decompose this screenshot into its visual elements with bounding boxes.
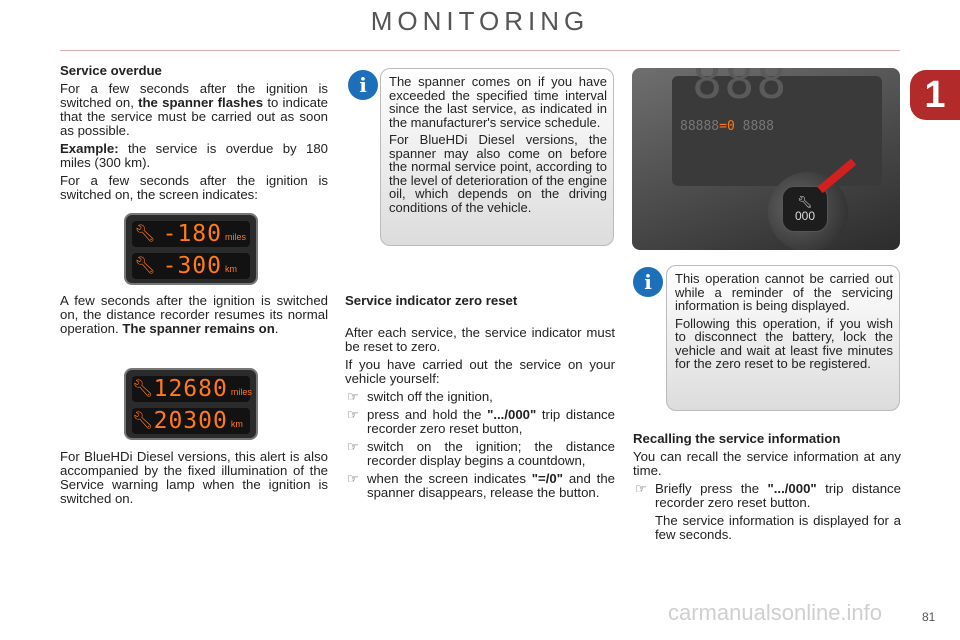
resume-section <box>60 294 328 340</box>
info-box-battery-para1: This operation cannot be carried out while a reminder of the servicing information is being displayed. <box>675 271 893 313</box>
recall-section <box>633 432 901 546</box>
reset-steps <box>345 390 615 500</box>
pointing-hand-icon: ☞ <box>347 471 359 486</box>
overdue-display-row-miles: 🔧︎ -180 miles <box>132 221 250 247</box>
page-number: 81 <box>922 610 936 624</box>
recall-note: The service information is displayed for a few seconds. <box>655 513 901 542</box>
recall-step: ☞ Briefly press the ".../000" trip distance recorder zero reset button. The service information is displayed for a few seconds. <box>635 481 901 542</box>
reset-para2: If you have carried out the service on your vehicle yourself: <box>345 357 615 386</box>
info-box-battery-para2: Following this operation, if you wish to disconnect the battery, lock the vehicle and wait at least five minutes for the zero reset to be registered. <box>675 315 893 371</box>
spanner-icon: 🔧︎ <box>132 411 154 430</box>
dashboard-photo <box>632 68 900 250</box>
spanner-icon: 🔧︎ <box>134 224 156 243</box>
page-title: MONITORING <box>370 6 590 36</box>
reset-step: ☞ press and hold the ".../000" trip distance recorder zero reset button, <box>347 407 615 436</box>
service-overdue-example: Example: the service is overdue by 180 miles (300 km). <box>60 141 328 170</box>
info-box-spanner-para1: The spanner comes on if you have exceeded the specified time interval since the last service, as indicated in the manufacturer's service schedule. <box>389 74 607 130</box>
dashboard-digits <box>692 74 788 88</box>
watermark: carmanualsonline.info <box>668 600 883 625</box>
pointing-hand-icon: ☞ <box>347 407 359 422</box>
zero-reset-button: 🔧︎ 000 <box>782 186 828 232</box>
resume-para: A few seconds after the ignition is switched on, the distance recorder resumes its normal operation. The spanner remains on. <box>60 293 328 336</box>
chapter-tab: 1 <box>910 70 960 120</box>
reset-step: ☞ switch off the ignition, <box>347 389 493 404</box>
overdue-display-row-km: 🔧︎ -300 km <box>132 253 250 279</box>
pointing-hand-icon: ☞ <box>347 439 359 454</box>
recall-steps <box>633 482 901 542</box>
spanner-icon: 🔧︎ <box>132 379 154 398</box>
recall-para1: You can recall the service information at any time. <box>633 449 901 478</box>
dashboard-small-readout: 88888=0 8888 <box>680 119 774 134</box>
normal-display-row-miles: 🔧︎ 12680 miles <box>132 376 252 402</box>
info-box-battery <box>666 265 900 411</box>
service-overdue-section <box>60 64 328 206</box>
info-icon: i <box>348 70 378 100</box>
bluehdi-para: For BlueHDi Diesel versions, this alert is also accompanied by the fixed illumination of the Service warning lamp when the ignition is switched on. <box>60 449 328 506</box>
recall-heading: Recalling the service information <box>633 431 841 446</box>
pointing-hand-icon: ☞ <box>347 389 359 404</box>
reset-step: ☞ when the screen indicates "=/0" and the spanner disappears, release the button. <box>347 471 616 500</box>
normal-display <box>124 368 258 440</box>
reset-heading: Service indicator zero reset <box>345 293 518 308</box>
info-box-spanner <box>380 68 614 246</box>
pointing-hand-icon: ☞ <box>635 481 647 496</box>
info-box-spanner-para2: For BlueHDi Diesel versions, the spanner may also come on before the normal service point, according to the level of deterioration of the engine oil, which depends on the driving conditions of the vehicle. <box>389 132 607 215</box>
reset-para1: After each service, the service indicator must be reset to zero. <box>345 325 615 354</box>
service-overdue-heading: Service overdue <box>60 63 162 78</box>
spanner-icon: 🔧︎ <box>134 256 156 275</box>
service-overdue-para3: For a few seconds after the ignition is switched on, the screen indicates: <box>60 173 328 202</box>
service-overdue-para1: For a few seconds after the ignition is switched on, the spanner flashes to indicate that the service must be carried out as soon as possible. <box>60 81 329 138</box>
normal-display-row-km: 🔧︎ 20300 km <box>132 408 250 434</box>
overdue-display <box>124 213 258 285</box>
info-icon: i <box>633 267 663 297</box>
reset-step: ☞ switch on the ignition; the distance recorder display begins a countdown, <box>347 439 615 468</box>
title-divider <box>60 50 900 51</box>
reset-section <box>345 294 615 504</box>
bluehdi-section <box>60 450 328 510</box>
spanner-icon: 🔧︎ <box>797 195 813 209</box>
